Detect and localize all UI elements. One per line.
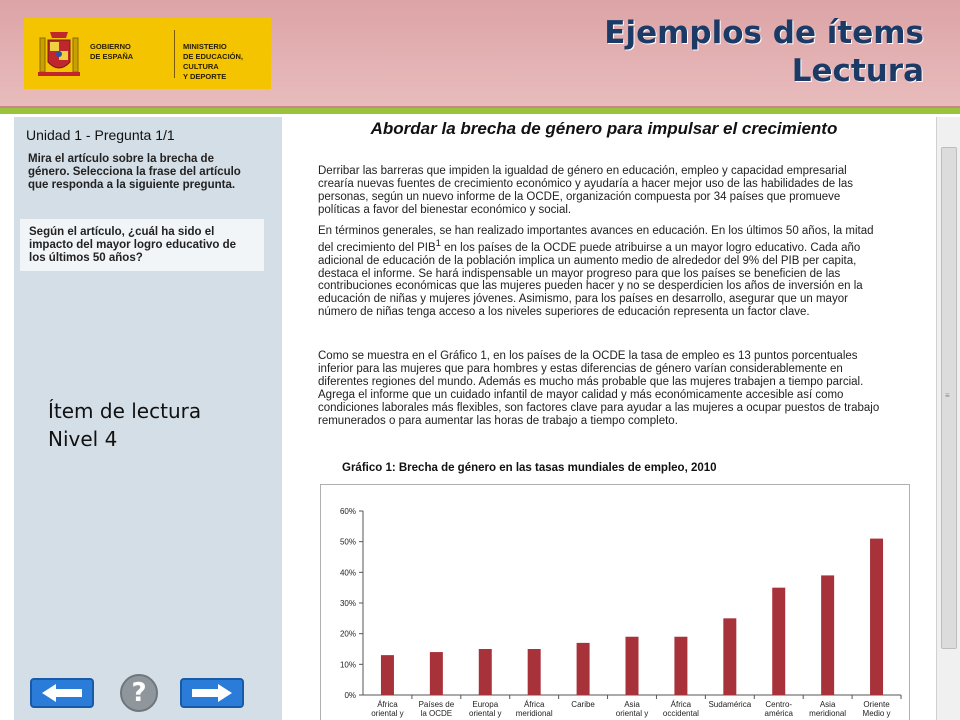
question-text: Según el artículo, ¿cuál ha sido el impacto del mayor logro educativo de los últimos 50 años? — [29, 226, 237, 264]
y-tick-label: 0% — [344, 691, 356, 700]
x-category-label: Centro- — [765, 700, 793, 709]
article-paragraph-1[interactable]: Derribar las barreras que impiden la igualdad de género en educación, empleo y capacidad empresarial crearía nuevas fuentes de crecimiento económico y ayudaría a hacer mejor uso de las habilidades de las personas, según un nuevo informe de la OCDE, organización compuesta por 34 países que promueve políticas a favor del bienestar económico y social. — [318, 165, 854, 216]
page-title-line2: Lectura — [791, 53, 924, 89]
y-tick-label: 60% — [339, 507, 356, 516]
article-panel[interactable] — [284, 117, 936, 720]
paragraph-2-part-b: en los países de la OCDE puede atribuirse a un mayor logro educativo. Cada año adicional de educación de la población implica un aumento medio de alrededor del 9% del PIB per capita, destaca el informe. Se hará indispensable un mayor progreso para que los países se beneficien de las contribuciones económicas que las mujeres pueden hacer y no se desperdicien los años de inversión en la educación de niñas y mujeres jóvenes. Asimismo, para los países en desarrollo, asegurar que un mayor número de niñas tenga acceso a los niveles superiores de educación representa un factor clave. — [318, 241, 863, 319]
x-category-label: Caribe — [571, 700, 595, 709]
x-category-label: Oriente — [863, 700, 890, 709]
x-category-label: Asia — [819, 700, 836, 709]
back-button[interactable] — [30, 678, 94, 708]
chart-bar — [528, 649, 541, 695]
chart-bar — [674, 637, 687, 695]
x-category-label: oriental y — [469, 709, 502, 718]
chart-bar — [772, 588, 785, 695]
x-category-label: occidental — [662, 709, 699, 718]
page-title — [604, 14, 924, 90]
employment-gap-chart — [320, 484, 910, 720]
x-category-label: Asia — [624, 700, 640, 709]
chart-title: Gráfico 1: Brecha de género en las tasas mundiales de empleo, 2010 — [342, 462, 717, 474]
article-title: Abordar la brecha de género para impulsar el crecimiento — [370, 119, 838, 138]
x-category-label: Sudamérica — [708, 700, 752, 709]
article-paragraph-3[interactable]: Como se muestra en el Gráfico 1, en los países de la OCDE la tasa de empleo es 13 puntos porcentuales inferior para las mujeres que para hombres y estas diferencias de género varían considerablemente en diferentes regiones del mundo. Además es mucho más probable que las mujeres trabajen a tiempo parcial. Agrega el informe que un cuidado infantil de mayor calidad y más económicamente accesible así como condiciones laborales más flexibles, son factores clave para ayudar a las mujeres a ocupar puestos de trabajo remunerados o para aumentar las horas de trabajo a tiempo completo. — [318, 350, 880, 427]
scroll-grip-icon: ≡ — [945, 391, 950, 400]
y-tick-label: 30% — [339, 599, 356, 608]
arrow-right-icon — [190, 683, 234, 703]
x-category-label: Europa — [472, 700, 499, 709]
accent-line — [0, 108, 960, 114]
x-category-label: oriental y — [371, 709, 404, 718]
chart-bar — [870, 539, 883, 695]
page-title-line1: Ejemplos de ítems — [604, 15, 924, 51]
header-banner — [0, 0, 960, 108]
chart-bar — [381, 655, 394, 695]
instruction-text: Mira el artículo sobre la brecha de género. Selecciona la frase del artículo que responda a la siguiente pregunta. — [28, 153, 241, 191]
x-category-label: américa — [764, 709, 793, 718]
vertical-scrollbar[interactable] — [936, 117, 960, 720]
x-category-label: África — [670, 700, 692, 709]
bar-chart-svg — [321, 485, 911, 720]
scroll-thumb[interactable] — [941, 147, 957, 649]
question-sidebar — [14, 117, 282, 720]
logo-text-ministry: MINISTERIO DE EDUCACIÓN, CULTURA Y DEPORTE — [183, 42, 244, 81]
x-category-label: África — [377, 700, 398, 709]
x-category-label: meridional — [809, 709, 847, 718]
logo-divider — [174, 30, 175, 78]
paragraph-2-part-a: En términos generales, se han realizado importantes avances en educación. En los últimos 50 años, la mitad del crecimiento del PIB — [318, 225, 874, 254]
footnote-marker: 1 — [435, 237, 441, 249]
next-button[interactable] — [180, 678, 244, 708]
x-category-label: oriental y — [615, 709, 649, 718]
question-box — [20, 219, 264, 271]
x-category-label: África — [523, 700, 545, 709]
question-mark-icon: ? — [131, 678, 147, 708]
chart-bar — [577, 643, 590, 695]
x-category-label: la OCDE — [420, 709, 453, 718]
item-level-label: Ítem de lectura Nivel 4 — [48, 399, 202, 451]
x-category-label: Medio y — [862, 709, 891, 718]
x-category-label: meridional — [515, 709, 553, 718]
y-tick-label: 50% — [339, 537, 356, 547]
y-tick-label: 40% — [339, 568, 356, 578]
help-button[interactable] — [120, 674, 158, 712]
chart-bar — [479, 649, 492, 695]
coat-of-arms-icon — [36, 28, 82, 80]
chart-bar — [430, 652, 443, 695]
article-paragraph-2[interactable] — [318, 225, 884, 319]
logo-text-government: GOBIERNO DE ESPAÑA — [90, 42, 134, 61]
y-tick-label: 20% — [339, 629, 356, 639]
question-counter: Unidad 1 - Pregunta 1/1 — [26, 127, 175, 143]
arrow-left-icon — [40, 683, 84, 703]
y-tick-label: 10% — [339, 660, 356, 670]
chart-bar — [626, 637, 639, 695]
chart-bar — [723, 618, 736, 695]
x-category-label: Países de — [418, 700, 455, 709]
chart-bar — [821, 575, 834, 695]
ministry-logo — [24, 18, 271, 89]
